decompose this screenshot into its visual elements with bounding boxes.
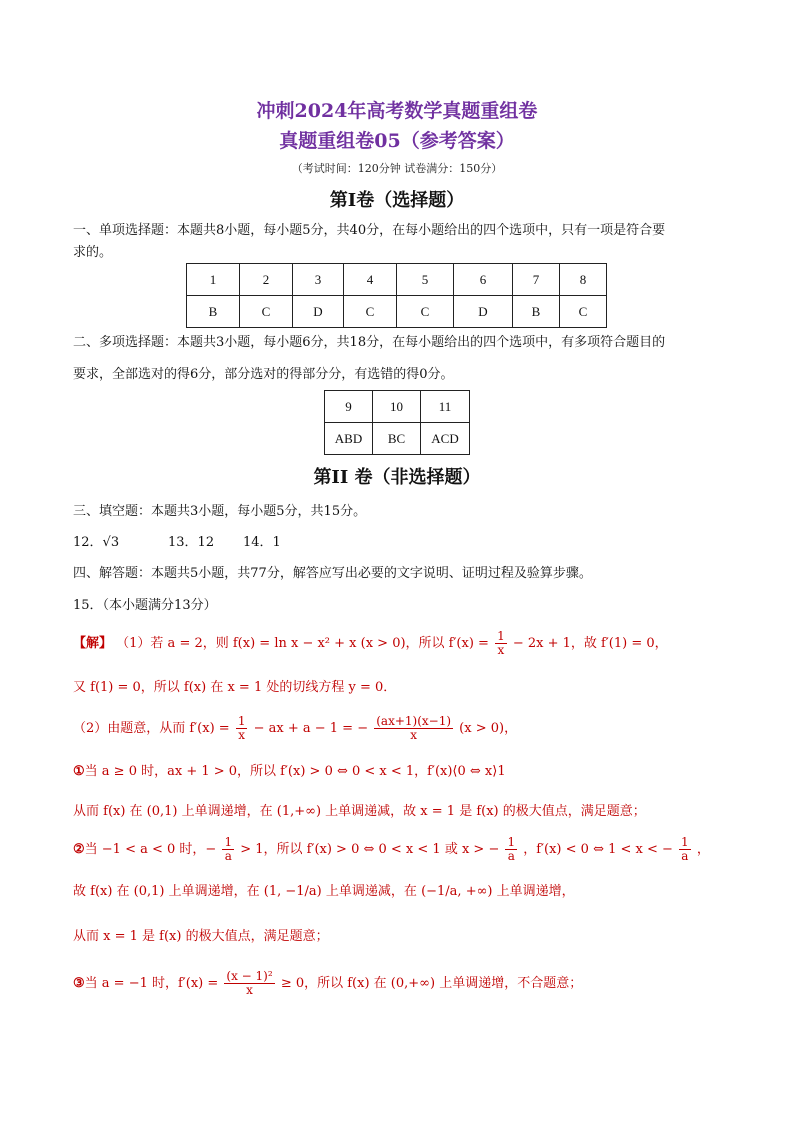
fraction	[222, 836, 234, 863]
fraction-denominator: a	[224, 849, 232, 863]
table-cell: 1	[187, 264, 240, 296]
case-2-result	[73, 880, 575, 899]
solution-text: 故 f(x) 在 (0,1) 上单调递增，在	[73, 884, 260, 899]
fraction-denominator: a	[681, 849, 689, 863]
fraction	[236, 715, 248, 742]
table-cell: D	[454, 296, 513, 328]
fraction	[679, 836, 691, 863]
solution-text: 当 −1 < a < 0 时，−	[84, 842, 217, 857]
table-cell: C	[560, 296, 607, 328]
solution-text: （2）由题意，从而 f′(x) =	[73, 721, 230, 736]
table-row	[187, 264, 607, 296]
part2-heading: 第II 卷（非选择题）	[313, 467, 481, 488]
fraction	[224, 970, 274, 997]
fill-answer-12	[73, 531, 119, 555]
fraction-denominator: x	[497, 643, 505, 657]
solution-text: − ax + a − 1 = −	[253, 721, 369, 736]
table-cell: ACD	[421, 423, 470, 455]
case-3-line	[73, 970, 582, 997]
fill-answer-label: 13．	[168, 535, 198, 550]
part1-heading: 第I卷（选择题）	[329, 190, 465, 211]
single-choice-intro-line1: 一、单项选择题：本题共8小题，每小题5分，共40分，在每小题给出的四个选项中，只有一项是符合要	[73, 223, 666, 238]
case-2-line	[73, 836, 710, 863]
fill-answer-label: 12．	[73, 535, 103, 550]
fraction-numerator: 1	[681, 835, 689, 849]
fraction-numerator: (ax+1)(x−1)	[376, 714, 452, 728]
case-1-result: 从而 f(x) 在 (0,1) 上单调递增，在 (1,+∞) 上单调递减，故 x = 1 是 f(x) 的极大值点，满足题意；	[73, 804, 646, 819]
table-cell: 3	[293, 264, 344, 296]
fill-blank-intro: 三、填空题：本题共3小题，每小题5分，共15分。	[73, 504, 367, 519]
fraction-denominator: x	[246, 983, 253, 997]
fraction-numerator: 1	[497, 629, 505, 643]
fraction-denominator: a	[507, 849, 515, 863]
fill-answer-13	[168, 531, 214, 555]
table-cell: C	[240, 296, 293, 328]
fraction	[495, 630, 507, 657]
table-cell: 8	[560, 264, 607, 296]
fraction-numerator: 1	[237, 714, 246, 728]
document-subtitle: 真题重组卷05（参考答案）	[279, 130, 515, 152]
solution-tag: 【解】	[73, 636, 113, 651]
single-choice-intro-line2: 求的。	[73, 245, 113, 260]
interval: (1, −1/a)	[263, 884, 322, 899]
table-cell: 4	[344, 264, 397, 296]
table-row	[325, 391, 470, 423]
fraction	[374, 715, 453, 742]
table-row	[187, 296, 607, 328]
fraction-denominator: x	[238, 728, 246, 742]
multi-choice-answer-table	[324, 390, 470, 455]
case-1-line	[73, 760, 506, 779]
table-cell: 9	[325, 391, 373, 423]
table-cell: 11	[421, 391, 470, 423]
table-cell: 5	[397, 264, 454, 296]
table-cell: C	[344, 296, 397, 328]
table-cell: 2	[240, 264, 293, 296]
fill-answer-value: 1	[272, 535, 281, 550]
case-2-result-2: 从而 x = 1 是 f(x) 的极大值点，满足题意；	[73, 929, 329, 944]
fraction-numerator: 1	[224, 835, 233, 849]
fraction-numerator: (x − 1)²	[226, 969, 273, 983]
table-cell: B	[187, 296, 240, 328]
fraction-denominator: x	[410, 728, 418, 742]
table-cell: 7	[513, 264, 560, 296]
solution-line-1	[73, 630, 668, 657]
case-1-mark: ①	[73, 764, 85, 779]
solution-text: 当 a = −1 时，f′(x) =	[84, 976, 219, 991]
multi-choice-intro-line2: 要求，全部选对的得6分，部分选对的得部分分，有选错的得0分。	[73, 367, 454, 382]
solve-intro: 四、解答题：本题共5小题，共77分，解答应写出必要的文字说明、证明过程及验算步骤。	[73, 566, 592, 581]
exam-note: （考试时间：120分钟 试卷满分：150分）	[291, 162, 503, 175]
solution-line-3	[73, 715, 517, 742]
fill-answer-value: 12	[197, 535, 215, 550]
case-3-mark: ③	[73, 976, 85, 991]
solution-text: 上单调递增，	[496, 884, 575, 899]
fraction	[505, 836, 517, 863]
table-row	[325, 423, 470, 455]
solution-text: ，f′(x) < 0 ⇔ 1 < x < −	[523, 842, 673, 857]
solution-text: （1）若 a = 2，则 f(x) = ln x − x² + x (x > 0)，所以 f′(x) =	[116, 636, 489, 651]
case-2-mark: ②	[73, 842, 85, 857]
fill-answer-14	[243, 531, 281, 555]
document-title: 冲刺2024年高考数学真题重组卷	[256, 100, 538, 122]
table-cell: D	[293, 296, 344, 328]
solution-text: 当 a ≥ 0 时，ax + 1 > 0，所以 f′(x) > 0 ⇔ 0 < x < 1，f′(x)⟨0 ⇔ x⟩1	[84, 764, 506, 779]
table-cell: B	[513, 296, 560, 328]
fill-answer-value: √3	[102, 535, 120, 550]
fill-answer-label: 14．	[243, 535, 273, 550]
solution-text: (x > 0)，	[459, 721, 518, 736]
table-cell: C	[397, 296, 454, 328]
solution-line-2: 又 f(1) = 0，所以 f(x) 在 x = 1 处的切线方程 y = 0．	[73, 680, 397, 695]
multi-choice-intro-line1: 二、多项选择题：本题共3小题，每小题6分，共18分，在每小题给出的四个选项中，有多项符合题目的	[73, 335, 666, 350]
solution-text: 上单调递减，在	[325, 884, 417, 899]
question-15-title: 15．（本小题满分13分）	[73, 598, 217, 613]
interval: (−1/a, +∞)	[421, 884, 493, 899]
single-choice-answer-table	[186, 263, 607, 328]
table-cell: 6	[454, 264, 513, 296]
table-cell: 10	[373, 391, 421, 423]
table-cell: ABD	[325, 423, 373, 455]
solution-text: ，	[696, 842, 710, 857]
fraction-numerator: 1	[507, 835, 516, 849]
solution-text: − 2x + 1，故 f′(1) = 0，	[512, 636, 668, 651]
table-cell: BC	[373, 423, 421, 455]
solution-text: > 1，所以 f′(x) > 0 ⇔ 0 < x < 1 或 x > −	[240, 842, 500, 857]
solution-text: ≥ 0，所以 f(x) 在 (0,+∞) 上单调递增，不合题意；	[280, 976, 583, 991]
